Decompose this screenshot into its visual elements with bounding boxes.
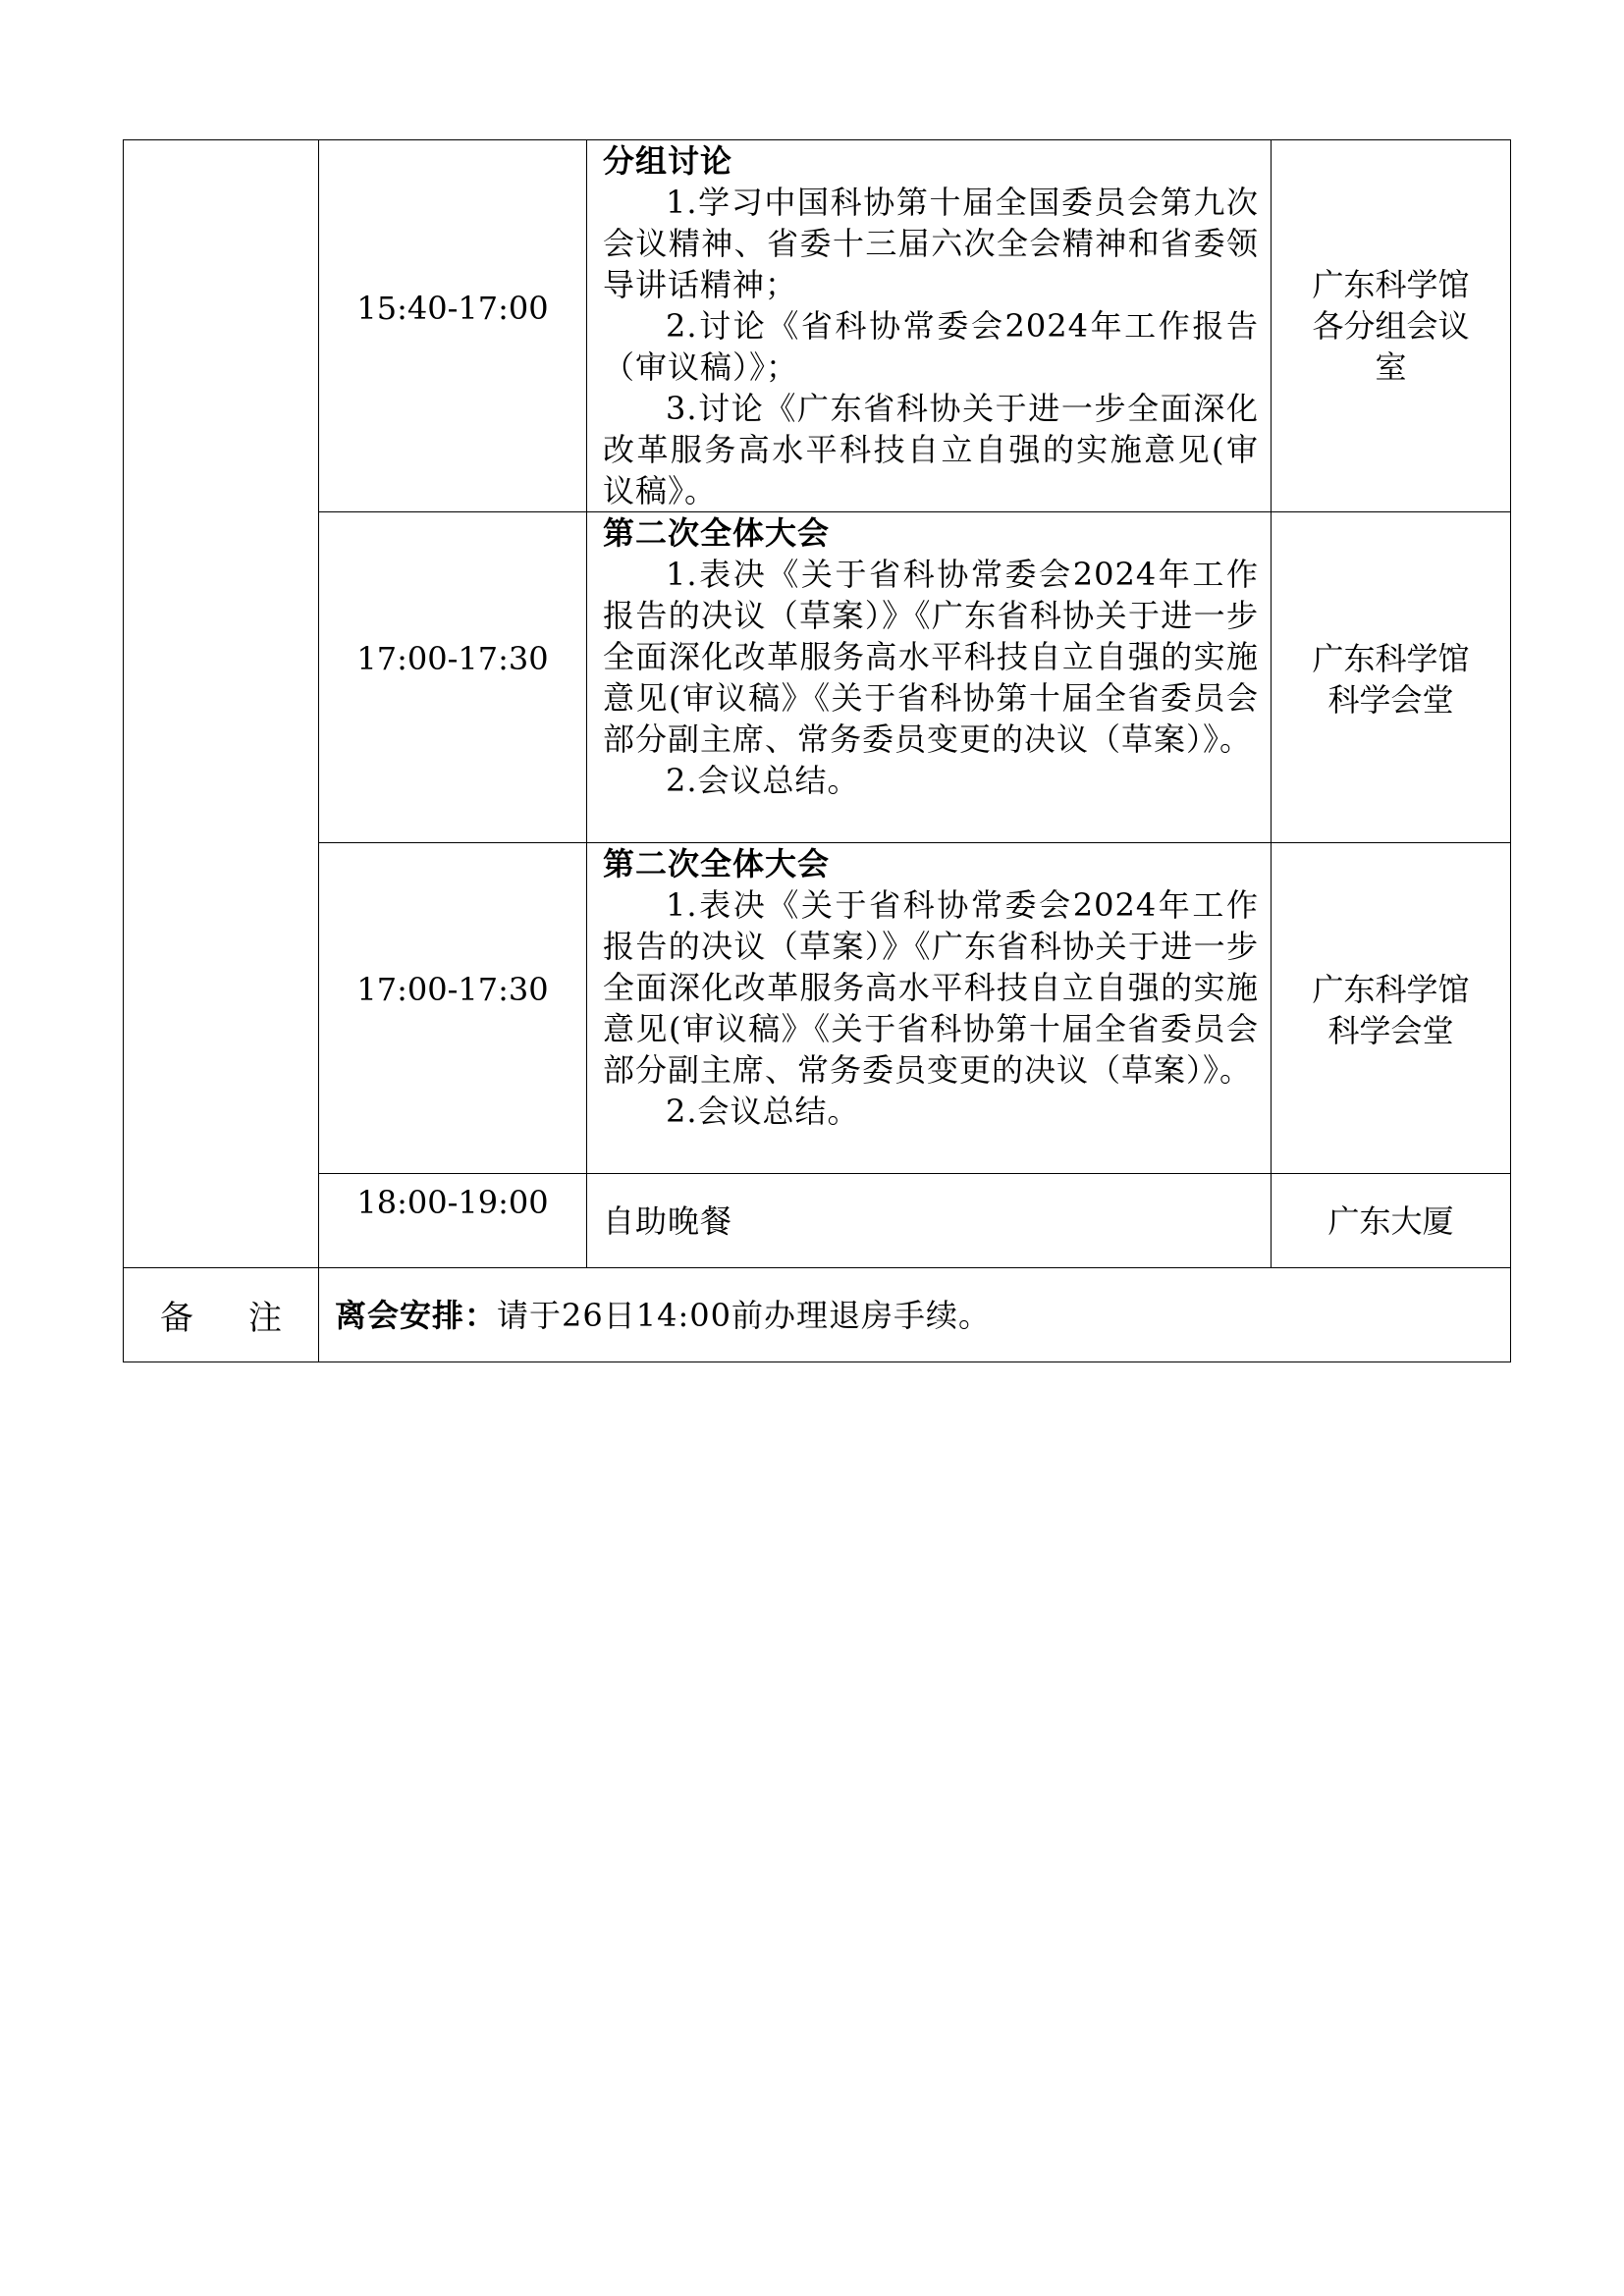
place-line: 科学会堂: [1327, 681, 1454, 719]
place-line: 广东大厦: [1327, 1201, 1454, 1240]
place-line: 广东科学馆: [1312, 640, 1470, 677]
schedule-row: [124, 1174, 1511, 1268]
note-row: [124, 1268, 1511, 1362]
note-key: 离会安排：: [335, 1296, 498, 1334]
schedule-table: [123, 139, 1511, 1362]
place-line: 各分组会议: [1312, 307, 1470, 345]
note-text: 请于26日14:00前办理退房手续。: [497, 1296, 991, 1334]
time-cell: 17:00-17:30: [319, 843, 587, 1174]
session-title: 第二次全体大会: [603, 845, 831, 882]
place-cell: [1272, 140, 1511, 512]
place-cell: [1272, 843, 1511, 1174]
session-title: 分组讨论: [603, 142, 733, 180]
schedule-row: [124, 843, 1511, 1174]
note-label: [124, 1268, 319, 1362]
empty-label-cell: [124, 140, 319, 1268]
time-cell: 17:00-17:30: [319, 512, 587, 843]
agenda-item: 2.会议总结。: [666, 1093, 860, 1130]
place-line: 广东科学馆: [1312, 971, 1470, 1008]
place-cell: [1272, 512, 1511, 843]
agenda-item: 1.学习中国科协第十届全国委员会第九次会议精神、省委十三届六次全会精神和省委领导讲话精神；: [603, 184, 1259, 303]
content-cell: 自助晚餐: [587, 1174, 1272, 1268]
place-line: 室: [1375, 348, 1407, 386]
note-label-char: 注: [248, 1299, 282, 1338]
time-cell: 18:00-19:00: [319, 1174, 587, 1268]
place-line: 广东科学馆: [1312, 266, 1470, 303]
agenda-item: 2.会议总结。: [666, 762, 860, 799]
schedule-row: [124, 140, 1511, 512]
content-cell: [587, 512, 1272, 843]
agenda-item: 1.表决《关于省科协常委会2024年工作报告的决议（草案）》《广东省科协关于进一步全面深化改革服务高水平科技自立自强的实施意见(审议稿》《关于省科协第十届全省委员会部分副主席、常务委员变更的决议（草案）》。: [603, 886, 1259, 1089]
agenda-item: 1.表决《关于省科协常委会2024年工作报告的决议（草案）》《广东省科协关于进一步全面深化改革服务高水平科技自立自强的实施意见(审议稿》《关于省科协第十届全省委员会部分副主席、常务委员变更的决议（草案）》。: [603, 556, 1259, 758]
note-label-char: 备: [160, 1299, 193, 1338]
place-cell: [1272, 1174, 1511, 1268]
session-title: 第二次全体大会: [603, 514, 831, 552]
content-cell: [587, 140, 1272, 512]
agenda-item: 3.讨论《广东省科协关于进一步全面深化改革服务高水平科技自立自强的实施意见(审议稿》。: [603, 390, 1259, 509]
agenda-item: 2.讨论《省科协常委会2024年工作报告（审议稿）》；: [603, 307, 1259, 386]
place-line: 科学会堂: [1327, 1012, 1454, 1049]
content-cell: [587, 843, 1272, 1174]
schedule-row: [124, 512, 1511, 843]
time-cell: 15:40-17:00: [319, 140, 587, 512]
note-cell: [319, 1268, 1511, 1362]
